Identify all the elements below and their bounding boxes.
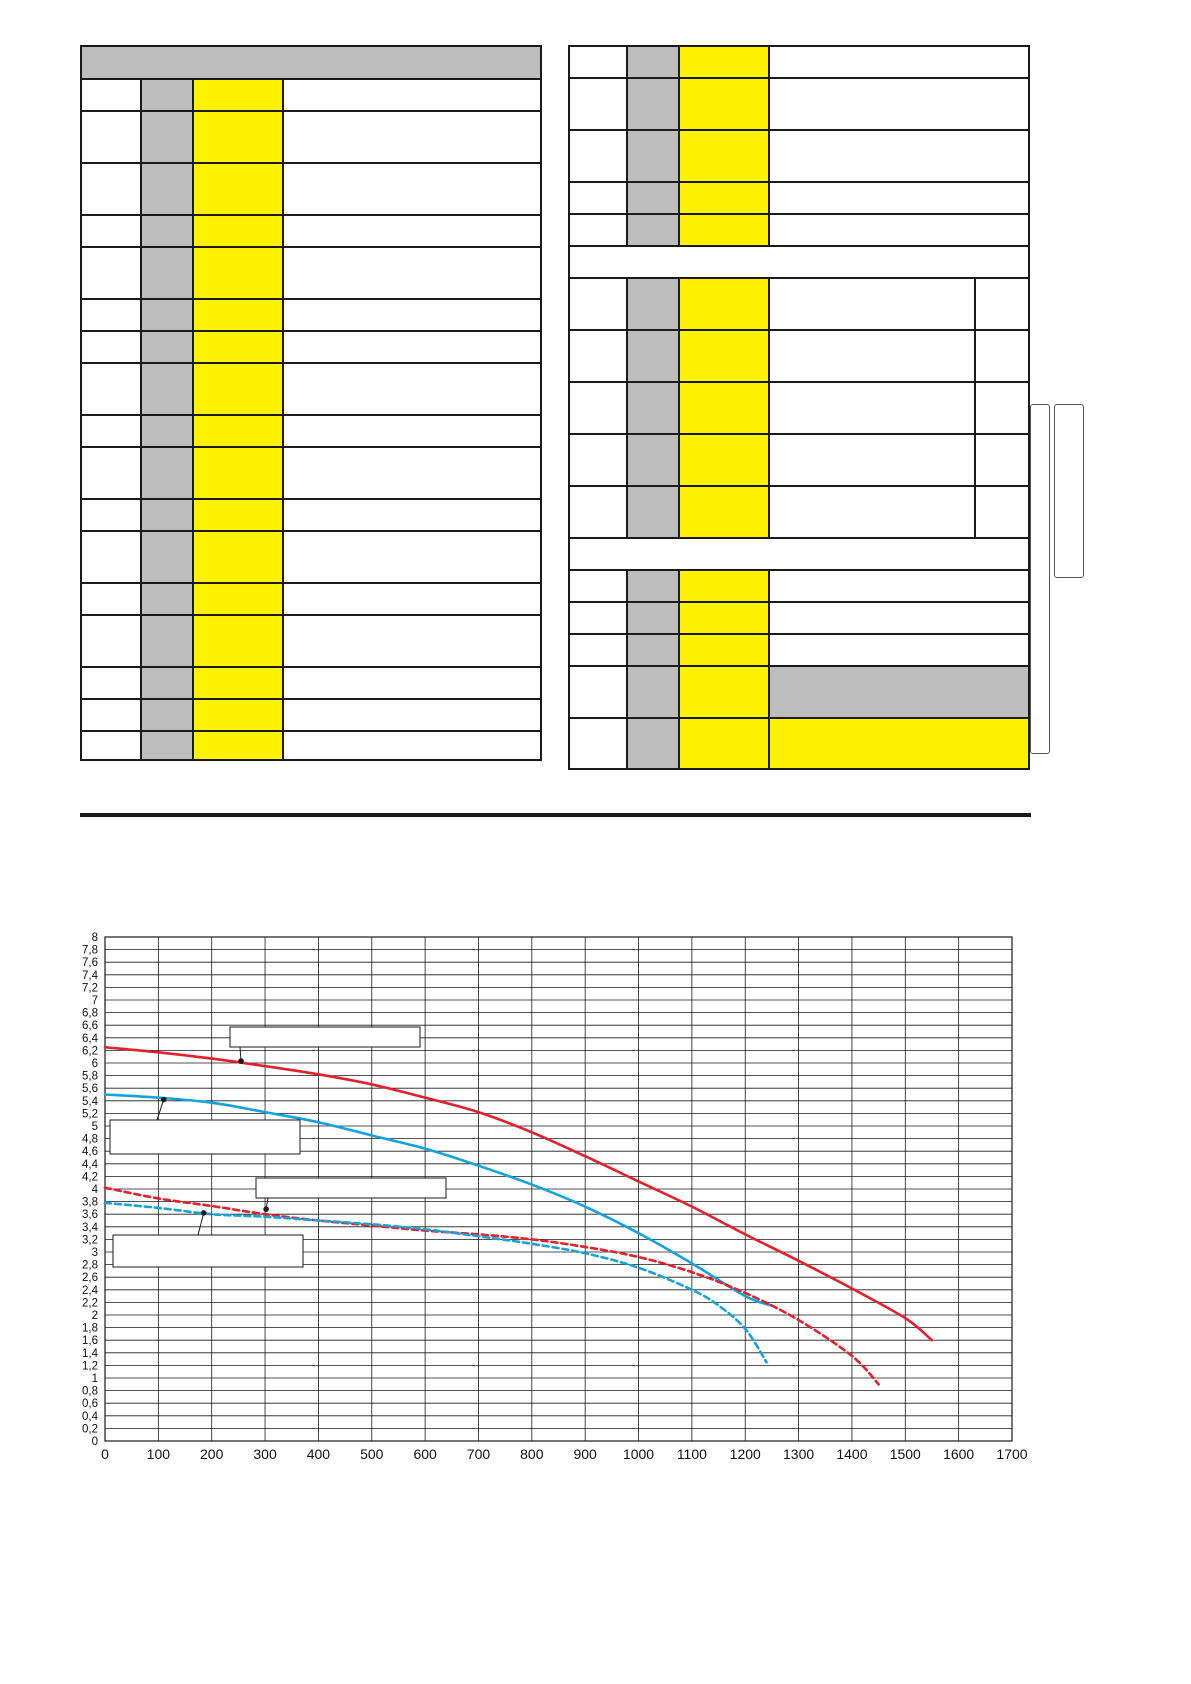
grey-cell xyxy=(628,435,680,485)
y-tick-label: 3,2 xyxy=(82,1234,98,1247)
y-tick-label: 0 xyxy=(91,1436,98,1448)
left-table-row xyxy=(82,216,540,248)
left-table-row xyxy=(82,164,540,216)
side-tab-inner xyxy=(1054,404,1084,578)
yellow-cell xyxy=(680,215,770,245)
grey-cell xyxy=(142,448,194,498)
code-cell xyxy=(82,164,142,214)
section-divider xyxy=(80,813,1031,817)
grey-cell xyxy=(142,416,194,446)
yellow-cell xyxy=(680,435,770,485)
grey-cell xyxy=(628,331,680,381)
value-cell xyxy=(976,383,1030,433)
annotation-box xyxy=(230,1027,420,1047)
left-table-row xyxy=(82,700,540,732)
y-tick-label: 6,8 xyxy=(82,1007,98,1020)
y-tick-label: 6,6 xyxy=(82,1020,98,1033)
y-tick-label: 5,6 xyxy=(82,1083,98,1096)
code-cell xyxy=(570,435,628,485)
x-tick-label: 1600 xyxy=(943,1446,975,1462)
grey-cell xyxy=(628,571,680,601)
code-cell xyxy=(570,131,628,181)
code-cell xyxy=(82,584,142,614)
code-cell xyxy=(570,383,628,433)
y-tick-label: 6,4 xyxy=(82,1032,98,1045)
grey-cell xyxy=(142,112,194,162)
y-tick-label: 6,2 xyxy=(82,1045,98,1058)
right-table-row xyxy=(570,279,1028,331)
yellow-cell xyxy=(680,331,770,381)
description-cell xyxy=(770,435,976,485)
x-tick-label: 600 xyxy=(413,1446,437,1462)
y-tick-label: 3,8 xyxy=(82,1196,98,1209)
description-cell xyxy=(284,248,542,298)
grey-cell xyxy=(628,279,680,329)
code-cell xyxy=(82,668,142,698)
annotation-dot xyxy=(263,1206,269,1212)
left-table-row xyxy=(82,500,540,532)
right-table-row xyxy=(570,719,1028,770)
code-cell xyxy=(82,248,142,298)
code-cell xyxy=(82,300,142,330)
code-cell xyxy=(570,279,628,329)
description-cell xyxy=(284,300,542,330)
y-tick-label: 0,4 xyxy=(82,1410,98,1423)
right-table-row xyxy=(570,331,1028,383)
y-tick-label: 3,4 xyxy=(82,1221,98,1234)
y-tick-label: 8 xyxy=(91,932,98,944)
description-cell xyxy=(770,635,1030,665)
yellow-cell xyxy=(680,635,770,665)
code-cell xyxy=(570,331,628,381)
section-band xyxy=(570,539,1030,569)
y-tick-label: 5,2 xyxy=(82,1108,98,1121)
value-cell xyxy=(976,435,1030,485)
grey-cell xyxy=(628,79,680,129)
x-tick-label: 1700 xyxy=(996,1446,1028,1462)
description-cell xyxy=(770,719,1030,769)
y-tick-label: 0,8 xyxy=(82,1385,98,1398)
value-cell xyxy=(976,279,1030,329)
grey-cell xyxy=(142,732,194,761)
y-tick-label: 7,8 xyxy=(82,944,98,957)
description-cell xyxy=(770,279,976,329)
description-cell xyxy=(770,215,1030,245)
description-cell xyxy=(770,603,1030,633)
right-table-row xyxy=(570,383,1028,435)
description-cell xyxy=(284,448,542,498)
annotation-dot xyxy=(201,1210,207,1216)
right-table xyxy=(568,45,1030,770)
code-cell xyxy=(570,635,628,665)
grey-cell xyxy=(628,47,680,77)
y-tick-label: 7,4 xyxy=(82,969,98,982)
y-tick-label: 4,8 xyxy=(82,1133,98,1146)
y-tick-label: 5,4 xyxy=(82,1095,98,1108)
left-table-row xyxy=(82,584,540,616)
yellow-cell xyxy=(194,248,284,298)
yellow-cell xyxy=(680,131,770,181)
right-table-row xyxy=(570,183,1028,215)
description-cell xyxy=(770,183,1030,213)
x-tick-label: 300 xyxy=(253,1446,277,1462)
yellow-cell xyxy=(194,164,284,214)
right-table-section-band xyxy=(570,247,1028,279)
right-table-row xyxy=(570,603,1028,635)
description-cell xyxy=(284,112,542,162)
grey-cell xyxy=(628,183,680,213)
code-cell xyxy=(570,603,628,633)
yellow-cell xyxy=(194,448,284,498)
description-cell xyxy=(284,584,542,614)
right-table-row xyxy=(570,635,1028,667)
yellow-cell xyxy=(194,584,284,614)
description-cell xyxy=(284,732,542,761)
description-cell xyxy=(770,331,976,381)
grey-cell xyxy=(142,248,194,298)
x-tick-label: 1100 xyxy=(676,1446,707,1462)
y-tick-label: 2,2 xyxy=(82,1297,98,1310)
grey-cell xyxy=(628,667,680,717)
description-cell xyxy=(770,667,1030,717)
left-table-row xyxy=(82,416,540,448)
left-table-row xyxy=(82,732,540,761)
y-tick-label: 4,4 xyxy=(82,1158,98,1171)
grey-cell xyxy=(142,668,194,698)
x-tick-label: 900 xyxy=(573,1446,597,1462)
yellow-cell xyxy=(194,112,284,162)
code-cell xyxy=(570,47,628,77)
left-table-row xyxy=(82,300,540,332)
annotation-box xyxy=(113,1235,303,1267)
yellow-cell xyxy=(680,667,770,717)
code-cell xyxy=(82,500,142,530)
y-tick-label: 2,6 xyxy=(82,1272,98,1285)
x-tick-label: 1200 xyxy=(729,1446,761,1462)
left-table-row xyxy=(82,112,540,164)
description-cell xyxy=(770,487,976,537)
yellow-cell xyxy=(194,500,284,530)
y-tick-label: 1,4 xyxy=(82,1347,98,1360)
right-table-row xyxy=(570,215,1028,247)
x-tick-label: 1400 xyxy=(836,1446,868,1462)
code-cell xyxy=(82,616,142,666)
y-tick-label: 5,8 xyxy=(82,1070,98,1083)
yellow-cell xyxy=(194,364,284,414)
y-tick-label: 4 xyxy=(91,1184,98,1196)
description-cell xyxy=(770,47,1030,77)
left-table-row xyxy=(82,332,540,364)
grey-cell xyxy=(142,164,194,214)
grey-cell xyxy=(142,80,194,110)
yellow-cell xyxy=(680,603,770,633)
yellow-cell xyxy=(680,383,770,433)
yellow-cell xyxy=(194,300,284,330)
yellow-cell xyxy=(194,532,284,582)
grey-cell xyxy=(628,383,680,433)
left-table-row xyxy=(82,80,540,112)
y-tick-label: 1,2 xyxy=(82,1360,98,1373)
left-table-row xyxy=(82,616,540,668)
code-cell xyxy=(570,571,628,601)
code-cell xyxy=(82,532,142,582)
right-table-row xyxy=(570,435,1028,487)
x-tick-label: 700 xyxy=(466,1446,491,1462)
description-cell xyxy=(770,571,1030,601)
pressure-flow-chart xyxy=(0,920,1191,1480)
right-table-row xyxy=(570,487,1028,539)
y-tick-label: 0,2 xyxy=(82,1423,98,1436)
description-cell xyxy=(284,532,542,582)
description-cell xyxy=(284,700,542,730)
grey-cell xyxy=(142,584,194,614)
yellow-cell xyxy=(194,700,284,730)
description-cell xyxy=(770,79,1030,129)
code-cell xyxy=(570,215,628,245)
grey-cell xyxy=(142,532,194,582)
yellow-cell xyxy=(194,332,284,362)
y-tick-label: 7 xyxy=(91,995,98,1007)
x-tick-label: 100 xyxy=(146,1446,171,1462)
description-cell xyxy=(284,216,542,246)
description-cell xyxy=(284,80,542,110)
code-cell xyxy=(570,79,628,129)
x-tick-label: 1000 xyxy=(622,1446,655,1462)
right-table-row xyxy=(570,571,1028,603)
code-cell xyxy=(570,487,628,537)
y-tick-label: 3,6 xyxy=(82,1209,98,1222)
code-cell xyxy=(82,364,142,414)
yellow-cell xyxy=(194,216,284,246)
yellow-cell xyxy=(680,719,770,769)
annotation-box xyxy=(256,1178,446,1198)
grey-cell xyxy=(142,500,194,530)
description-cell xyxy=(284,416,542,446)
annotation-dot xyxy=(238,1058,244,1064)
left-table xyxy=(80,45,542,761)
grey-cell xyxy=(142,300,194,330)
code-cell xyxy=(570,183,628,213)
y-tick-label: 1,6 xyxy=(82,1335,98,1348)
description-cell xyxy=(770,131,1030,181)
left-table-row xyxy=(82,668,540,700)
code-cell xyxy=(82,332,142,362)
right-table-section-band xyxy=(570,539,1028,571)
code-cell xyxy=(82,80,142,110)
left-table-row xyxy=(82,248,540,300)
grey-cell xyxy=(142,700,194,730)
description-cell xyxy=(284,364,542,414)
y-tick-label: 2,4 xyxy=(82,1284,98,1297)
y-tick-label: 0,6 xyxy=(82,1398,98,1411)
right-table-row xyxy=(570,47,1028,79)
yellow-cell xyxy=(680,571,770,601)
x-tick-label: 1500 xyxy=(889,1446,921,1462)
grey-cell xyxy=(628,487,680,537)
grey-cell xyxy=(142,216,194,246)
x-tick-label: 800 xyxy=(520,1446,544,1462)
yellow-cell xyxy=(680,47,770,77)
description-cell xyxy=(284,164,542,214)
description-cell xyxy=(284,668,542,698)
code-cell xyxy=(82,416,142,446)
section-band xyxy=(570,247,1030,277)
code-cell xyxy=(82,700,142,730)
y-tick-label: 7,2 xyxy=(82,982,98,995)
yellow-cell xyxy=(194,616,284,666)
x-tick-label: 1300 xyxy=(783,1446,815,1462)
x-tick-label: 0 xyxy=(101,1446,109,1462)
y-tick-label: 4,2 xyxy=(82,1171,98,1184)
yellow-cell xyxy=(194,668,284,698)
grey-cell xyxy=(142,616,194,666)
code-cell xyxy=(570,719,628,769)
yellow-cell xyxy=(680,279,770,329)
grey-cell xyxy=(142,332,194,362)
yellow-cell xyxy=(680,183,770,213)
value-cell xyxy=(976,487,1030,537)
grey-cell xyxy=(142,364,194,414)
y-tick-label: 7,6 xyxy=(82,957,98,970)
grey-cell xyxy=(628,215,680,245)
yellow-cell xyxy=(194,416,284,446)
right-table-row xyxy=(570,79,1028,131)
code-cell xyxy=(82,112,142,162)
code-cell xyxy=(82,216,142,246)
y-tick-label: 2 xyxy=(91,1310,98,1322)
y-tick-label: 2,8 xyxy=(82,1259,98,1272)
left-table-header xyxy=(82,47,540,80)
y-tick-label: 1 xyxy=(91,1373,98,1385)
right-table-row xyxy=(570,667,1028,719)
grey-cell xyxy=(628,131,680,181)
grey-cell xyxy=(628,719,680,769)
yellow-cell xyxy=(680,487,770,537)
left-table-row xyxy=(82,532,540,584)
description-cell xyxy=(284,500,542,530)
yellow-cell xyxy=(194,732,284,761)
grey-cell xyxy=(628,603,680,633)
y-tick-label: 1,8 xyxy=(82,1322,98,1335)
annotation-box xyxy=(110,1120,300,1154)
right-table-row xyxy=(570,131,1028,183)
yellow-cell xyxy=(680,79,770,129)
code-cell xyxy=(82,448,142,498)
side-tab-outer xyxy=(1030,404,1050,754)
x-tick-label: 500 xyxy=(360,1446,384,1462)
y-tick-label: 4,6 xyxy=(82,1146,98,1159)
left-table-row xyxy=(82,448,540,500)
description-cell xyxy=(284,616,542,666)
description-cell xyxy=(770,383,976,433)
y-tick-label: 3 xyxy=(91,1247,98,1259)
left-table-row xyxy=(82,364,540,416)
y-tick-label: 6 xyxy=(91,1058,98,1070)
annotation-dot xyxy=(161,1097,167,1103)
grey-cell xyxy=(628,635,680,665)
code-cell xyxy=(82,732,142,761)
yellow-cell xyxy=(194,80,284,110)
value-cell xyxy=(976,331,1030,381)
y-tick-label: 5 xyxy=(91,1121,98,1133)
description-cell xyxy=(284,332,542,362)
x-tick-label: 400 xyxy=(306,1446,331,1462)
x-tick-label: 200 xyxy=(200,1446,224,1462)
code-cell xyxy=(570,667,628,717)
